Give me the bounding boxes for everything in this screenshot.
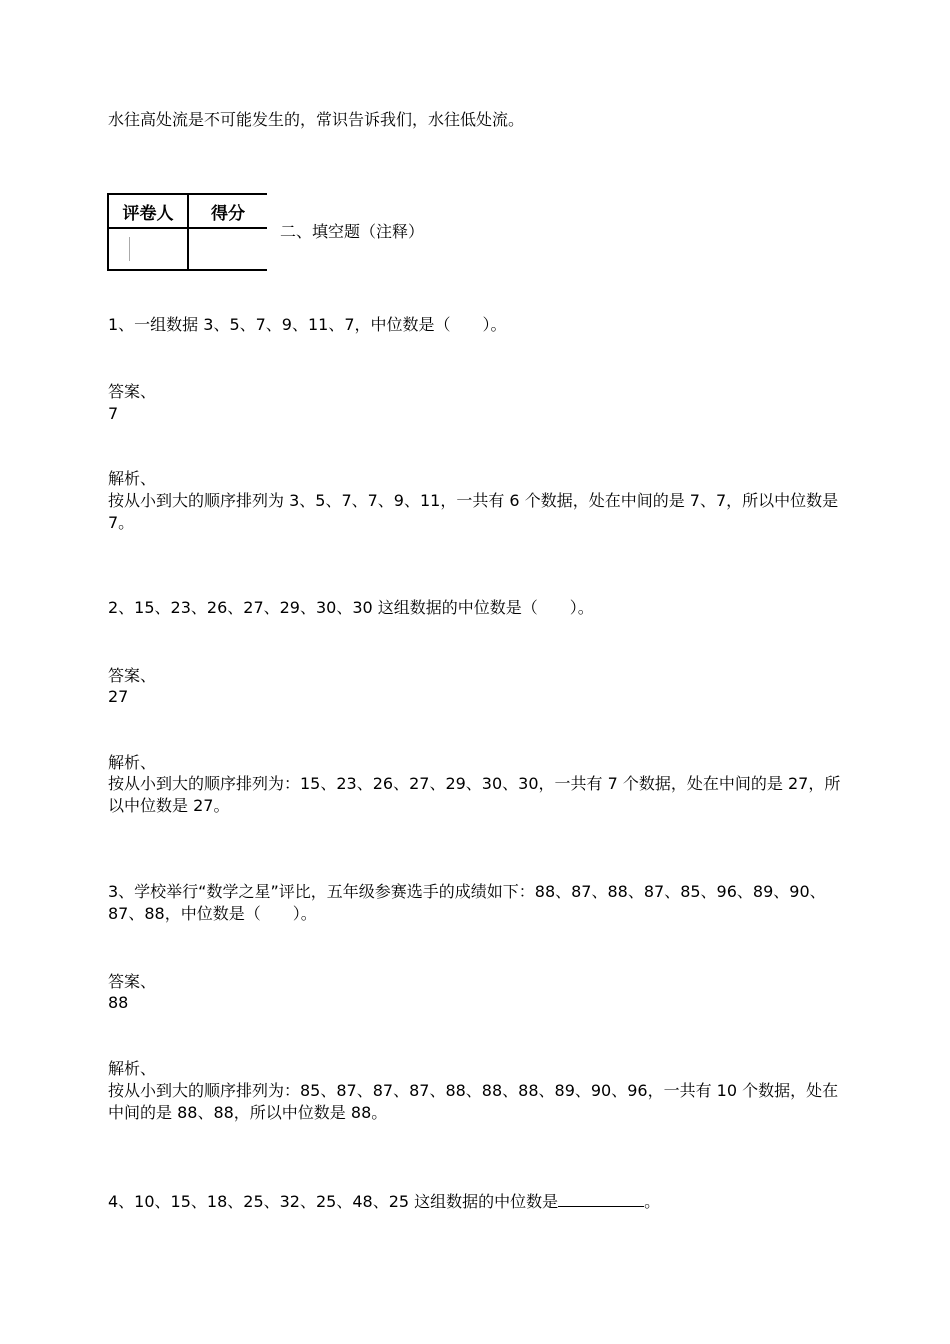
answer-blank	[558, 1188, 644, 1207]
answer-label-1: 答案、	[108, 382, 157, 401]
section-title: 二、填空题（注释）	[280, 222, 425, 241]
reviewer-cell	[108, 228, 188, 270]
answer-1: 7	[108, 404, 119, 423]
question-4-text: 4、10、15、18、25、32、25、48、25 这组数据的中位数是	[108, 1192, 559, 1211]
analysis-2: 按从小到大的顺序排列为：15、23、26、27、29、30、30，一共有 7 个数据，处在中间的是 27，所以中位数是 27。	[108, 774, 841, 815]
analysis-3: 按从小到大的顺序排列为：85、87、87、87、88、88、88、89、90、96，一共有 10 个数据，处在中间的是 88、88，所以中位数是 88。	[108, 1081, 839, 1122]
analysis-label-3: 解析、	[108, 1059, 157, 1078]
answer-2: 27	[108, 687, 129, 706]
intro-text: 水往高处流是不可能发生的，常识告诉我们，水往低处流。	[108, 110, 525, 129]
analysis-1: 按从小到大的顺序排列为 3、5、7、7、9、11，一共有 6 个数据，处在中间的是 7、7，所以中位数是 7。	[108, 491, 839, 532]
question-4	[108, 1188, 660, 1213]
cell-mark	[129, 237, 130, 261]
score-cell	[188, 228, 267, 270]
question-4-end: 。	[644, 1192, 661, 1211]
answer-label-3: 答案、	[108, 972, 157, 991]
reviewer-header: 评卷人	[108, 194, 188, 228]
score-header: 得分	[188, 194, 267, 228]
answer-label-2: 答案、	[108, 666, 157, 685]
score-table	[107, 193, 267, 271]
question-1: 1、一组数据 3、5、7、9、11、7，中位数是（ ）。	[108, 315, 507, 334]
analysis-label-1: 解析、	[108, 469, 157, 488]
question-3: 3、学校举行“数学之星”评比，五年级参赛选手的成绩如下：88、87、88、87、85、96、89、90、87、88，中位数是（ ）。	[108, 882, 826, 923]
analysis-label-2: 解析、	[108, 753, 157, 772]
question-2: 2、15、23、26、27、29、30、30 这组数据的中位数是（ ）。	[108, 598, 594, 617]
answer-3: 88	[108, 993, 129, 1012]
